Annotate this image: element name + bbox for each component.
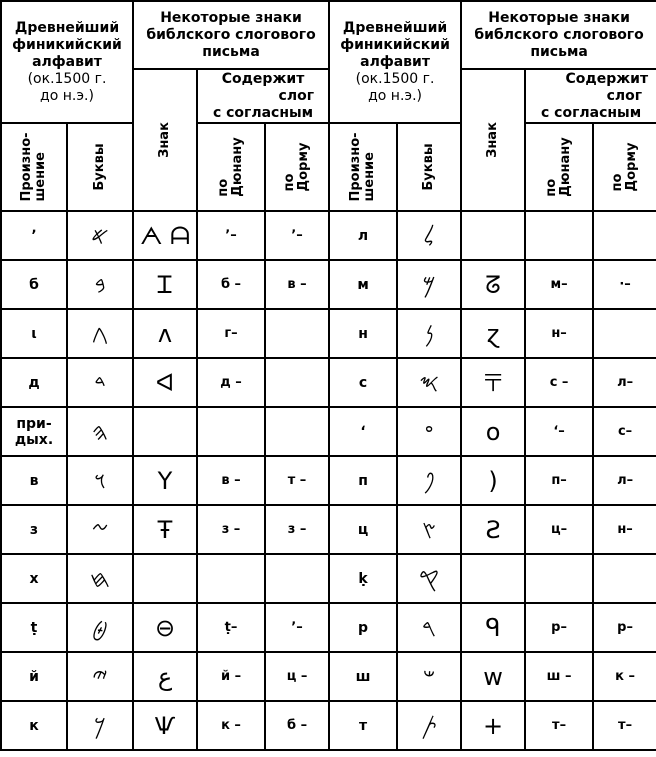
pronunciation-right: ʻ [329,407,397,456]
pronunciation: в [1,456,67,505]
pronunciation: ʼ [1,211,67,260]
byblos-header-right: Некоторые знаки библского слогового письма [461,1,656,69]
dhorme-value-right: т– [593,701,656,750]
phoenician-header [1,1,133,123]
pronunciation: д [1,358,67,407]
phoenician-date-right: (ок.1500 г. до н.э.) [355,70,435,104]
letter: 𐤁 [67,260,133,309]
dhorme-value-right: н– [593,505,656,554]
pronunciation-right: л [329,211,397,260]
dhorme-value: ʼ– [265,211,329,260]
pronunciation: й [1,652,67,701]
pronunciation: к [1,701,67,750]
letter-right: 𐤑 [397,505,461,554]
col-pronunciation-header: Произно- шение [1,123,67,211]
letter-right: 𐤐 [397,456,461,505]
pronunciation-right: ц [329,505,397,554]
dunand-value-right: м– [525,260,593,309]
dhorme-value: ц – [265,652,329,701]
letter-right: 𐤓 [397,603,461,652]
dunand-value-right: п– [525,456,593,505]
dunand-value [197,554,265,603]
dunand-value-right: р– [525,603,593,652]
dhorme-value-right: ·– [593,260,656,309]
dunand-value-right: с – [525,358,593,407]
dhorme-value [265,407,329,456]
letter: 𐤈 [67,603,133,652]
dunand-value: й – [197,652,265,701]
dunand-value-right: ц– [525,505,593,554]
byblos-sign: ⊖ [133,603,197,652]
byblos-sign: ᗅ ᗩ [133,211,197,260]
byblos-sign-right: w [461,652,525,701]
byblos-sign-right [461,554,525,603]
pronunciation: при- дых. [1,407,67,456]
pronunciation-right: м [329,260,397,309]
letter-right: 𐤔 [397,652,461,701]
letter: 𐤇 [67,554,133,603]
letter-right: 𐤒 [397,554,461,603]
col-sign-header [133,69,197,211]
letter-right: 𐤎 [397,358,461,407]
pronunciation-right: п [329,456,397,505]
dhorme-value: з – [265,505,329,554]
dunand-value: г– [197,309,265,358]
letter: 𐤀 [67,211,133,260]
letter-right: 𐤕 [397,701,461,750]
byblos-sign: Ѱ [133,701,197,750]
dunand-value-right [525,554,593,603]
dhorme-value [265,358,329,407]
byblos-sign: Y [133,456,197,505]
byblos-sign-right: ᑫ [461,603,525,652]
dunand-value: б – [197,260,265,309]
dhorme-value-right: л– [593,456,656,505]
byblos-sign-right: Ƨ [461,505,525,554]
dhorme-value-right: к – [593,652,656,701]
table-row [1,260,656,309]
byblos-sign [133,554,197,603]
dunand-value: ṭ– [197,603,265,652]
dunand-value-right [525,211,593,260]
dunand-value-right: н– [525,309,593,358]
dhorme-value [265,309,329,358]
dunand-value [197,407,265,456]
dhorme-value-right: р– [593,603,656,652]
pronunciation: ι [1,309,67,358]
table-body [1,211,656,750]
dunand-value: в – [197,456,265,505]
letter: 𐤉 [67,652,133,701]
byblos-sign-right: o [461,407,525,456]
col-letters-header: Буквы [67,123,133,211]
table-row [1,211,656,260]
pronunciation-right: т [329,701,397,750]
letter: 𐤄 [67,407,133,456]
dhorme-value-right [593,309,656,358]
dunand-value: з – [197,505,265,554]
pronunciation-right: ḳ [329,554,397,603]
dunand-value: д – [197,358,265,407]
byblos-sign-right [461,211,525,260]
letter: 𐤊 [67,701,133,750]
contains-header-right: Содержит слог с согласным [525,69,656,123]
letter-right: 𐤌 [397,260,461,309]
phoenician-header-right [329,1,461,123]
col-dunand-header-right: по Дюнану [525,123,593,211]
pronunciation: з [1,505,67,554]
table-row [1,358,656,407]
table-row [1,603,656,652]
dhorme-value: т – [265,456,329,505]
col-sign-label-right: Знак [485,122,501,158]
table-row [1,505,656,554]
letter: 𐤂 [67,309,133,358]
pronunciation: х [1,554,67,603]
phoenician-title: Древнейший финикийский алфавит [12,19,122,70]
byblos-sign [133,407,197,456]
byblos-header: Некоторые знаки библского слогового письма [133,1,329,69]
table-row [1,309,656,358]
dhorme-value-right [593,554,656,603]
table-row [1,456,656,505]
dhorme-value-right [593,211,656,260]
col-sign-header-right [461,69,525,211]
letter-right: 𐤍 [397,309,461,358]
table-row [1,407,656,456]
dhorme-value [265,554,329,603]
byblos-sign: Ŧ [133,505,197,554]
letter: 𐤃 [67,358,133,407]
dunand-value-right: ʻ– [525,407,593,456]
table-row [1,554,656,603]
table-row [1,652,656,701]
byblos-sign-right: ɀ [461,309,525,358]
byblos-sign: ᐊ [133,358,197,407]
phoenician-title-right: Древнейший финикийский алфавит [340,19,450,70]
pronunciation-right: ш [329,652,397,701]
col-sign-label: Знак [157,122,173,158]
letter-right: 𐤏 [397,407,461,456]
byblos-sign-right: 〒 [461,358,525,407]
byblos-sign: ʌ [133,309,197,358]
table-row [1,701,656,750]
pronunciation-right: р [329,603,397,652]
col-dhorme-header: по Дорму [265,123,329,211]
letter: 𐤅 [67,456,133,505]
phoenician-date: (ок.1500 г. до н.э.) [27,70,107,104]
col-letters-header-right: Буквы [397,123,461,211]
byblos-sign-right: ) [461,456,525,505]
dunand-value: к – [197,701,265,750]
pronunciation: ṭ [1,603,67,652]
col-dunand-header: по Дюнану [197,123,265,211]
byblos-sign-right: + [461,701,525,750]
col-pronunciation-header-right: Произно- шение [329,123,397,211]
dhorme-value: ʼ– [265,603,329,652]
byblos-sign-right: ᘔ [461,260,525,309]
pronunciation-right: н [329,309,397,358]
dunand-value-right: ш – [525,652,593,701]
contains-header: Содержит слог с согласным [197,69,329,123]
pronunciation: б [1,260,67,309]
letter-right: 𐤋 [397,211,461,260]
byblos-sign: ﻉ [133,652,197,701]
pronunciation-right: с [329,358,397,407]
dunand-value: ʼ– [197,211,265,260]
dhorme-value: в – [265,260,329,309]
dhorme-value: б – [265,701,329,750]
dunand-value-right: т– [525,701,593,750]
letter: 𐤆 [67,505,133,554]
dhorme-value-right: л– [593,358,656,407]
col-dhorme-header-right: по Дорму [593,123,656,211]
byblos-sign: Ꮖ [133,260,197,309]
dhorme-value-right: с– [593,407,656,456]
